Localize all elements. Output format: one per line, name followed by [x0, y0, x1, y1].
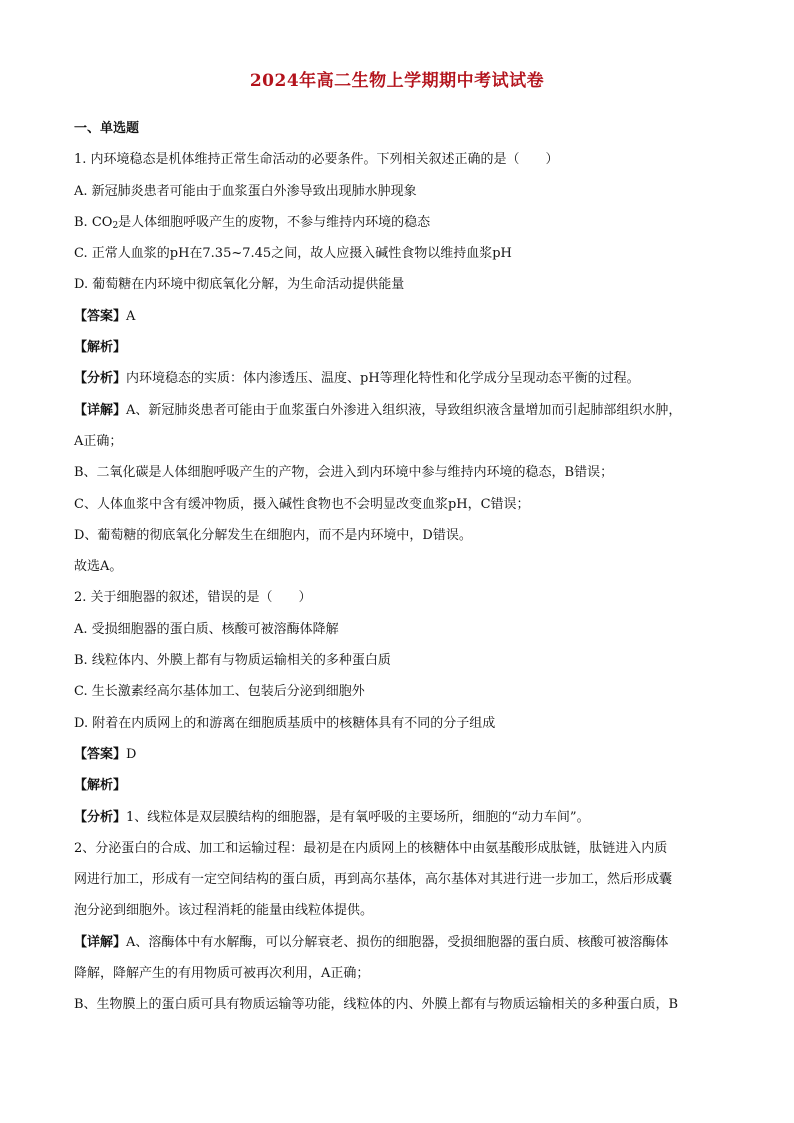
q1-fenxi: [74, 363, 724, 394]
answer-tag: 【答案】: [74, 308, 127, 324]
q2-option-d: D. 附着在内质网上的和游离在细胞质基质中的核糖体具有不同的分子组成: [74, 715, 496, 731]
document-body: [74, 113, 724, 1021]
page-title: 2024年高二生物上学期期中考试试卷: [249, 71, 545, 91]
q2-xiangjie-b: B、生物膜上的蛋白质可具有物质运输等功能，线粒体的内、外膜上都有与物质运输相关的多种蛋白质，B: [74, 997, 679, 1013]
section-heading: 一、单选题: [74, 121, 140, 136]
q2-fenxi-2b: 网进行加工，形成有一定空间结构的蛋白质，再到高尔基体，高尔基体对其进行进一步加工，然后形成囊: [74, 872, 673, 888]
xiangjie-text: A、新冠肺炎患者可能由于血浆蛋白外渗进入组织液，导致组织液含量增加而引起肺部组织水肿，: [126, 402, 682, 418]
q2-xiangjie-a2: 降解，降解产生的有用物质可被再次利用，A正确；: [74, 966, 370, 982]
q2-option-c: C. 生长激素经高尔基体加工、包装后分泌到细胞外: [74, 684, 365, 700]
q1-option-b-subscript: 2: [112, 220, 119, 231]
fenxi-text: 内环境稳态的实质：体内渗透压、温度、pH等理化特性和化学成分呈现动态平衡的过程。: [126, 371, 640, 387]
q2-fenxi-1: [74, 802, 724, 833]
xiangjie-tag: 【详解】: [74, 934, 127, 950]
answer-tag: 【答案】: [74, 746, 127, 762]
fenxi-tag: 【分析】: [74, 371, 127, 387]
q1-xiangjie-a2: A正确；: [74, 433, 123, 449]
answer-value: D: [126, 746, 137, 762]
q2-option-b: B. 线粒体内、外膜上都有与物质运输相关的多种蛋白质: [74, 653, 391, 669]
q1-option-d: D. 葡萄糖在内环境中彻底氧化分解，为生命活动提供能量: [74, 277, 405, 293]
q2-analysis-tag: 【解析】: [74, 778, 127, 794]
q2-stem: 2. 关于细胞器的叙述，错误的是（ ）: [74, 590, 312, 606]
q1-option-b-post: 是人体细胞呼吸产生的废物，不参与维持内环境的稳态: [118, 214, 431, 230]
xiangjie-text: A、溶酶体中有水解酶，可以分解衰老、损伤的细胞器，受损细胞器的蛋白质、核酸可被溶酶体: [126, 934, 669, 950]
q1-stem: 1. 内环境稳态是机体维持正常生命活动的必要条件。下列相关叙述正确的是（ ）: [74, 152, 559, 168]
q1-option-b: [74, 207, 724, 238]
q2-option-a: A. 受损细胞器的蛋白质、核酸可被溶酶体降解: [74, 621, 339, 637]
q1-answer: [74, 301, 724, 332]
q1-option-c: C. 正常人血浆的pH在7.35~7.45之间，故人应摄入碱性食物以维持血浆pH: [74, 246, 512, 262]
xiangjie-tag: 【详解】: [74, 402, 127, 418]
q1-xiangjie-c: C、人体血浆中含有缓冲物质，摄入碱性食物也不会明显改变血浆pH，C错误；: [74, 496, 530, 512]
q1-option-b-pre: B. CO: [74, 214, 113, 230]
q2-xiangjie-a1: [74, 927, 724, 958]
q1-option-a: A. 新冠肺炎患者可能由于血浆蛋白外渗导致出现肺水肿现象: [74, 183, 417, 199]
answer-value: A: [126, 308, 136, 324]
fenxi-text: 1、线粒体是双层膜结构的细胞器，是有氧呼吸的主要场所，细胞的“动力车间”。: [126, 809, 590, 825]
q1-conclusion: 故选A。: [74, 559, 123, 575]
q1-analysis-tag: 【解析】: [74, 340, 127, 356]
q1-xiangjie-a1: [74, 395, 724, 426]
q1-xiangjie-b: B、二氧化碳是人体细胞呼吸产生的产物，会进入到内环境中参与维持内环境的稳态，B错误；: [74, 465, 614, 481]
fenxi-tag: 【分析】: [74, 809, 127, 825]
q2-fenxi-2a: 2、分泌蛋白的合成、加工和运输过程：最初是在内质网上的核糖体中由氨基酸形成肽链，肽链进入内质: [74, 840, 668, 856]
q2-fenxi-2c: 泡分泌到细胞外。该过程消耗的能量由线粒体提供。: [74, 903, 374, 919]
q1-xiangjie-d: D、葡萄糖的彻底氧化分解发生在细胞内，而不是内环境中，D错误。: [74, 527, 472, 543]
q2-answer: [74, 739, 724, 770]
